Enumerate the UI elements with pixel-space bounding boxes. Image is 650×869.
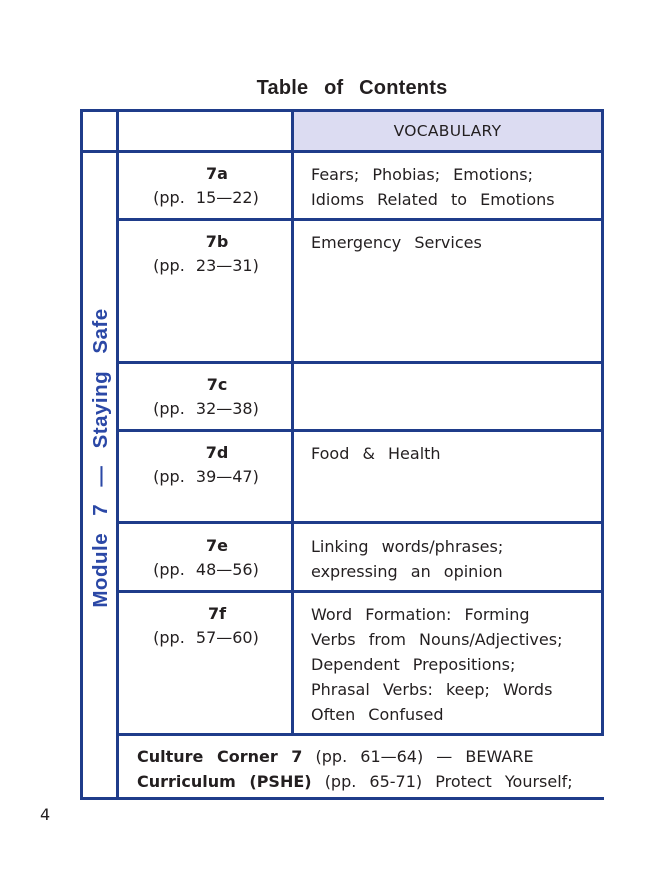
- vocabulary-line: expressing an opinion: [311, 562, 503, 581]
- unit-7a-vocabulary: [311, 162, 596, 212]
- unit-code: 7b: [205, 232, 229, 251]
- unit-pages: (pp. 39—47): [153, 467, 259, 486]
- page-number: 4: [40, 805, 51, 824]
- vocabulary-line: Fears; Phobias; Emotions;: [311, 165, 534, 184]
- unit-7d: [119, 441, 293, 489]
- page-title: Table of Contents: [256, 77, 448, 99]
- unit-pages: (pp. 57—60): [153, 628, 259, 647]
- vocabulary-line: Often Confused: [311, 705, 444, 724]
- unit-pages: (pp. 23—31): [153, 256, 259, 275]
- culture-corner-title: Culture Corner 7: [137, 747, 303, 766]
- row-divider: [117, 218, 604, 221]
- module-label: Module 7 — Staying Safe: [89, 308, 112, 608]
- curriculum-entry: [137, 769, 602, 794]
- footer-entries: [137, 744, 602, 794]
- vocabulary-line: Food & Health: [311, 444, 441, 463]
- vocabulary-line: Word Formation: Forming: [311, 605, 530, 624]
- table-bottom-border: [80, 797, 604, 800]
- row-divider: [117, 590, 604, 593]
- unit-7a: [119, 162, 293, 210]
- unit-pages: (pp. 48—56): [153, 560, 259, 579]
- unit-7e: [119, 534, 293, 582]
- unit-7b: [119, 230, 293, 278]
- row-divider: [117, 733, 604, 736]
- culture-corner-detail: (pp. 61—64) — BEWARE: [315, 747, 534, 766]
- vocabulary-line: Verbs from Nouns/Adjectives;: [311, 630, 563, 649]
- table-left-border: [80, 109, 83, 800]
- vocabulary-line: Phrasal Verbs: keep; Words: [311, 680, 553, 699]
- unit-code: 7f: [207, 604, 227, 623]
- vocabulary-line: Dependent Prepositions;: [311, 655, 516, 674]
- unit-code: 7c: [206, 375, 228, 394]
- unit-7c: [119, 373, 293, 421]
- row-divider: [117, 521, 604, 524]
- unit-pages: (pp. 15—22): [153, 188, 259, 207]
- unit-code: 7d: [205, 443, 229, 462]
- table-right-border: [601, 109, 604, 736]
- unit-code: 7e: [206, 536, 228, 555]
- row-divider: [117, 361, 604, 364]
- vocabulary-line: Emergency Services: [311, 233, 482, 252]
- vocabulary-line: Linking words/phrases;: [311, 537, 504, 556]
- curriculum-title: Curriculum (PSHE): [137, 772, 312, 791]
- vocabulary-line: Idioms Related to Emotions: [311, 190, 555, 209]
- vocabulary-column-header: VOCABULARY: [294, 112, 601, 150]
- table-top-border: [80, 109, 604, 112]
- unit-7d-vocabulary: [311, 441, 596, 466]
- row-divider: [117, 429, 604, 432]
- unit-code: 7a: [206, 164, 228, 183]
- header-bottom-border: [80, 150, 604, 153]
- culture-corner-entry: [137, 744, 602, 769]
- unit-pages: (pp. 32—38): [153, 399, 259, 418]
- curriculum-detail: (pp. 65-71) Protect Yourself;: [324, 772, 573, 791]
- unit-7b-vocabulary: [311, 230, 596, 255]
- unit-7f: [119, 602, 293, 650]
- unit-7f-vocabulary: [311, 602, 596, 727]
- unit-7e-vocabulary: [311, 534, 596, 584]
